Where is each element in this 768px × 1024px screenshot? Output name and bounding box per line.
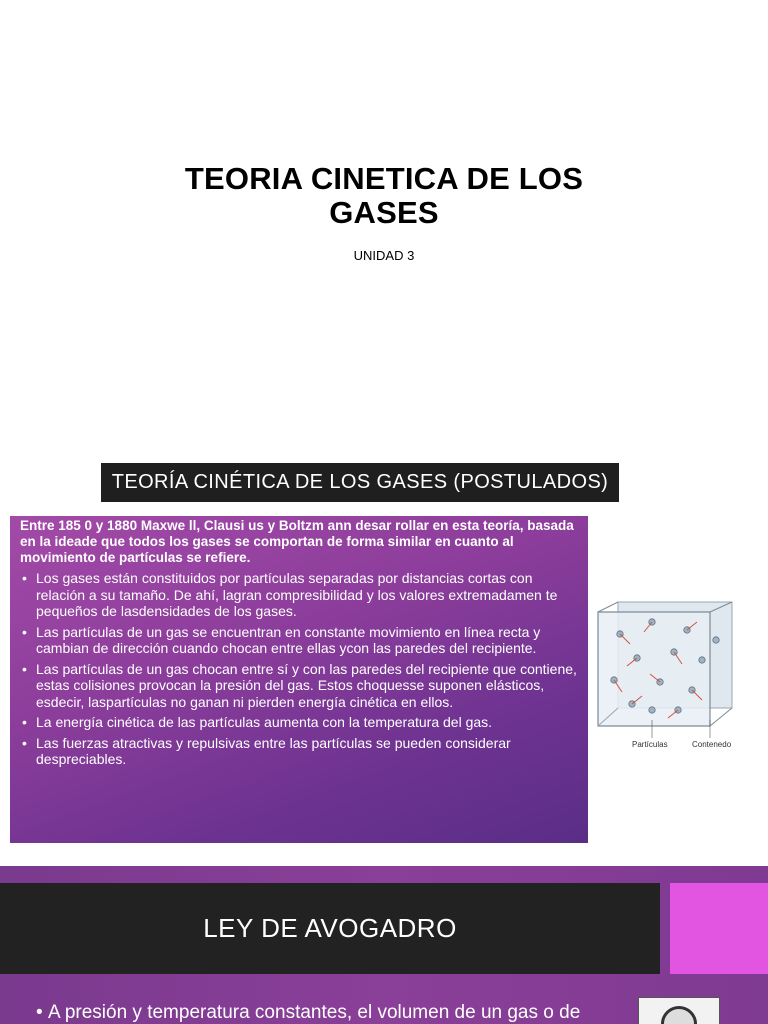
title-slide bbox=[0, 0, 768, 440]
avogadro-bullet bbox=[36, 1002, 636, 1024]
list-item: • Las fuerzas atractivas y repulsivas entre las partículas se pueden considerar despreciables. bbox=[20, 735, 582, 768]
postulados-intro: Entre 185 0 y 1880 Maxwe ll, Clausi us y Boltzm ann desar rollar en esta teoría, basada en la ideade que todos los gases se comportan de forma similar en cuanto al movimiento de partículas se refiere. bbox=[20, 518, 574, 565]
postulados-panel bbox=[10, 516, 588, 843]
gas-container-figure bbox=[592, 600, 737, 760]
avogadro-slide bbox=[0, 866, 768, 1024]
list-item: • La energía cinética de las partículas aumenta con la temperatura del gas. bbox=[20, 714, 582, 731]
accent-block bbox=[670, 883, 768, 974]
avogadro-header: LEY DE AVOGADRO bbox=[0, 883, 660, 974]
list-item: • Los gases están constituidos por partículas separadas por distancias cortas con relación a su tamaño. De ahí, lagran compresibilidad y los valores extremadamen te pequeños de lasdensidades de los gases. bbox=[20, 570, 582, 620]
slide-title-text: TEORIA CINETICA DE LOS GASES bbox=[184, 161, 584, 230]
portrait-icon bbox=[661, 1006, 697, 1024]
particles-label: Partículas bbox=[632, 740, 668, 749]
list-item: • Las partículas de un gas chocan entre sí y con las paredes del recipiente que contiene, estas colisiones provocan la presión del gas. Estos choquesse suponen elásticos, esdecir, laspartículas no ganan ni pierden energía cinética en ellos. bbox=[20, 661, 582, 711]
slide-subtitle: UNIDAD 3 bbox=[353, 248, 415, 263]
avogadro-bullet-text: A presión y temperatura constantes, el volumen de un gas o de bbox=[47, 1002, 581, 1023]
list-item: • Las partículas de un gas se encuentran en constante movimiento en línea recta y cambian de dirección cuando chocan entre ellas ycon las paredes del recipiente. bbox=[20, 624, 582, 657]
container-label: Contenedo bbox=[692, 740, 732, 749]
slide-title bbox=[0, 162, 768, 230]
bullet-icon: • bbox=[36, 1002, 48, 1023]
postulados-list bbox=[20, 570, 582, 768]
gas-cube-diagram bbox=[592, 600, 737, 760]
avogadro-image bbox=[638, 997, 720, 1024]
postulados-header: TEORÍA CINÉTICA DE LOS GASES (POSTULADOS) bbox=[101, 463, 619, 502]
